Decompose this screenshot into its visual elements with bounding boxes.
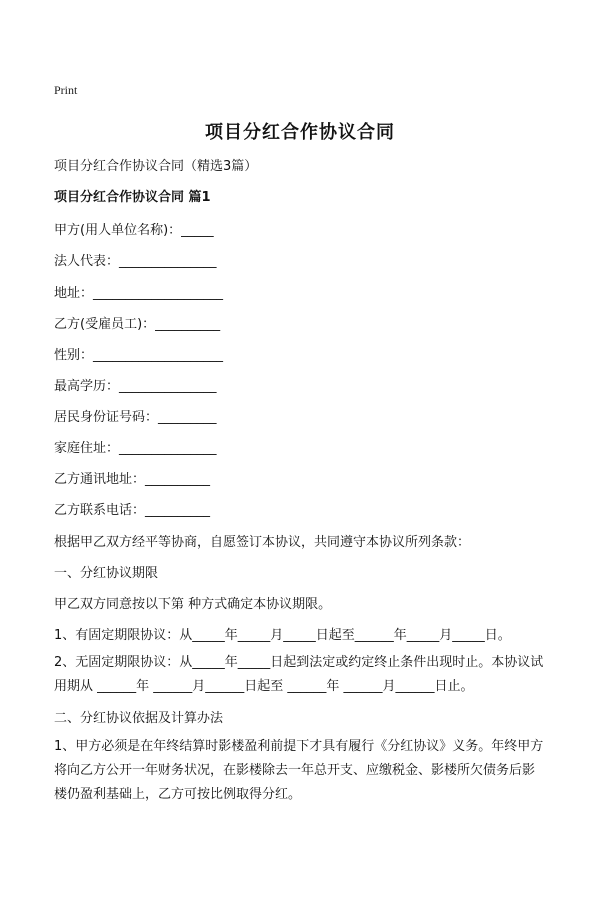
field-education: 最高学历：_______________ — [54, 379, 217, 394]
document-subtitle: 项目分红合作协议合同（精选3篇） — [54, 159, 258, 174]
field-legal-representative: 法人代表：_______________ — [54, 254, 217, 269]
clause2-item1: 1、甲方必须是在年终结算时影楼盈利前提下才具有履行《分红协议》义务。年终甲方将向乙方公开一年财务状况，在影楼除去一年总开支、应缴税金、影楼所欠债务后影楼仍盈利基础上，乙方可按比例取得分红。 — [54, 739, 544, 802]
print-label[interactable]: Print — [54, 83, 78, 97]
clause1-item2: 2、无固定期限协议：从_____年_____日起到法定或约定终止条件出现时止。本协议试用期从 ______年 ______月______日起至 ______年 ______月______日止。 — [54, 655, 544, 694]
clause1-text: 甲乙双方同意按以下第 种方式确定本协议期限。 — [54, 597, 332, 612]
field-phone: 乙方联系电话：__________ — [54, 503, 211, 518]
document-title: 项目分红合作协议合同 — [205, 122, 395, 143]
clause1-item1: 1、有固定期限协议：从_____年_____月_____日起至______年_____月_____日。 — [54, 628, 511, 643]
section-heading: 项目分红合作协议合同 篇1 — [54, 190, 211, 205]
field-id-number: 居民身份证号码：_________ — [54, 410, 217, 425]
clause1-heading: 一、分红协议期限 — [54, 566, 159, 581]
field-employer-name: 甲方(用人单位名称)：_____ — [54, 223, 214, 238]
clause2-heading: 二、分红协议依据及计算办法 — [54, 711, 224, 726]
field-home-address: 家庭住址：_______________ — [54, 441, 217, 456]
field-address: 地址：____________________ — [54, 286, 224, 301]
field-employee: 乙方(受雇员工)：__________ — [54, 317, 221, 332]
field-gender: 性别：____________________ — [54, 348, 224, 363]
field-mailing-address: 乙方通讯地址：__________ — [54, 472, 211, 487]
intro-paragraph: 根据甲乙双方经平等协商，自愿签订本协议，共同遵守本协议所列条款： — [54, 535, 471, 550]
